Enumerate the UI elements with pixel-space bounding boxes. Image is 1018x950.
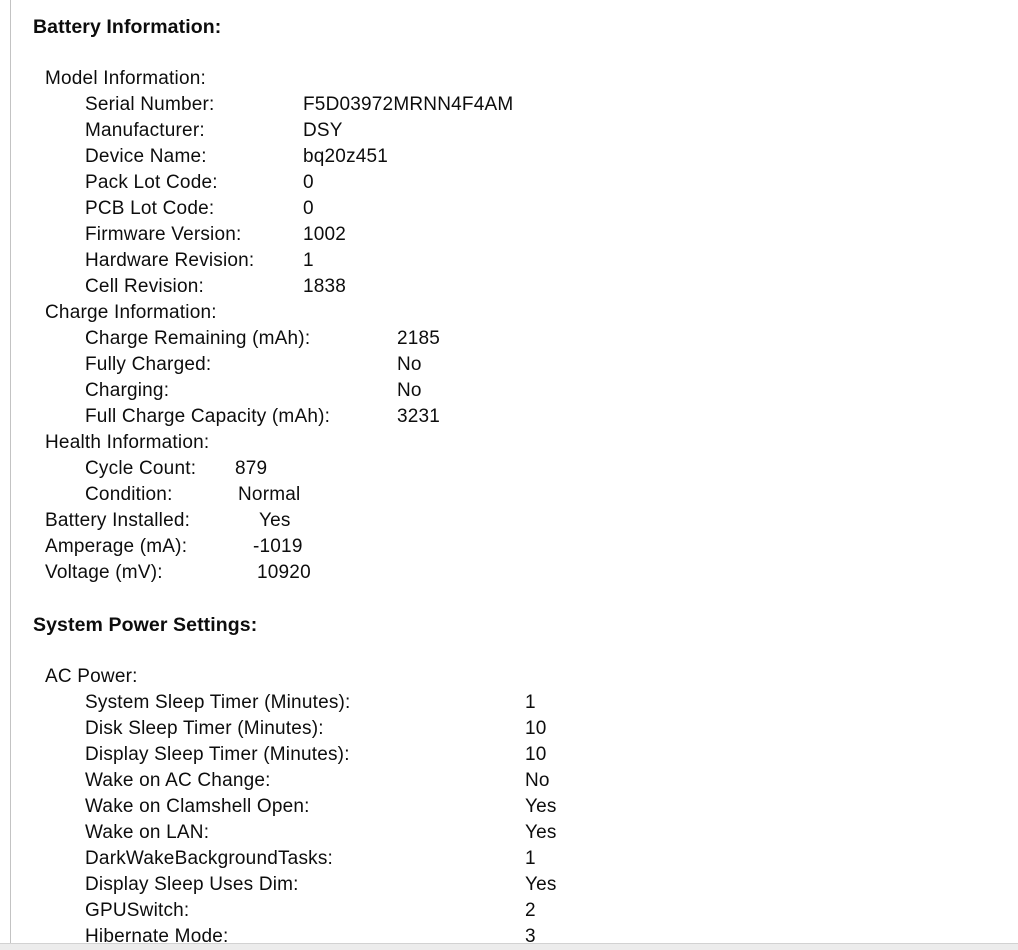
section-title: Battery Information: <box>33 16 222 38</box>
info-row <box>10 352 1018 378</box>
info-label: Manufacturer: <box>85 120 205 141</box>
report-content <box>10 14 1018 943</box>
info-value: 1 <box>525 692 536 713</box>
info-label: Disk Sleep Timer (Minutes): <box>85 718 324 739</box>
info-value: 10 <box>525 744 547 765</box>
info-label: Wake on Clamshell Open: <box>85 796 310 817</box>
info-row <box>10 664 1018 690</box>
info-row <box>10 196 1018 222</box>
info-row <box>10 898 1018 924</box>
info-row <box>10 248 1018 274</box>
info-value: 1 <box>303 250 314 271</box>
info-value: 879 <box>235 458 268 479</box>
info-value: 1 <box>525 848 536 869</box>
info-value: 0 <box>303 172 314 193</box>
info-row <box>10 742 1018 768</box>
info-value: 0 <box>303 198 314 219</box>
info-value: 2185 <box>397 328 441 349</box>
info-row <box>10 716 1018 742</box>
info-value: Yes <box>525 822 557 843</box>
info-value: Yes <box>259 510 291 531</box>
blank-line <box>10 586 1018 612</box>
info-label: Serial Number: <box>85 94 215 115</box>
info-value: Yes <box>525 796 557 817</box>
info-row <box>10 846 1018 872</box>
info-row <box>10 118 1018 144</box>
info-label: Firmware Version: <box>85 224 242 245</box>
info-row <box>10 560 1018 586</box>
info-label: Health Information: <box>45 432 210 453</box>
info-value: DSY <box>303 120 343 141</box>
info-label: Full Charge Capacity (mAh): <box>85 406 331 427</box>
info-row <box>10 92 1018 118</box>
info-label: Battery Installed: <box>45 510 191 531</box>
info-row <box>10 300 1018 326</box>
info-label: Cell Revision: <box>85 276 204 297</box>
info-row <box>10 534 1018 560</box>
info-label: Model Information: <box>45 68 206 89</box>
info-value: No <box>397 380 422 401</box>
info-row <box>10 274 1018 300</box>
info-label: Device Name: <box>85 146 207 167</box>
info-row <box>10 144 1018 170</box>
info-value: No <box>397 354 422 375</box>
info-label: Wake on AC Change: <box>85 770 271 791</box>
blank-line <box>10 40 1018 66</box>
window-bottom-edge <box>0 943 1018 950</box>
info-value: No <box>525 770 550 791</box>
info-label: Charge Remaining (mAh): <box>85 328 311 349</box>
info-row <box>10 326 1018 352</box>
info-label: Display Sleep Uses Dim: <box>85 874 299 895</box>
info-row <box>10 222 1018 248</box>
info-label: AC Power: <box>45 666 138 687</box>
info-value: 3 <box>525 926 536 943</box>
info-value: 2 <box>525 900 536 921</box>
info-label: Voltage (mV): <box>45 562 163 583</box>
info-row <box>10 768 1018 794</box>
info-label: Hibernate Mode: <box>85 926 229 943</box>
info-row <box>10 872 1018 898</box>
info-row <box>10 378 1018 404</box>
info-row <box>10 690 1018 716</box>
info-value: 3231 <box>397 406 441 427</box>
info-row <box>10 820 1018 846</box>
info-label: Fully Charged: <box>85 354 212 375</box>
info-value: 10 <box>525 718 547 739</box>
info-value: -1019 <box>253 536 303 557</box>
section-heading <box>10 14 1018 40</box>
info-row <box>10 404 1018 430</box>
info-label: Amperage (mA): <box>45 536 188 557</box>
info-label: Condition: <box>85 484 173 505</box>
info-row <box>10 456 1018 482</box>
info-value: Normal <box>238 484 301 505</box>
info-label: Display Sleep Timer (Minutes): <box>85 744 350 765</box>
info-row <box>10 508 1018 534</box>
info-label: PCB Lot Code: <box>85 198 215 219</box>
info-label: Cycle Count: <box>85 458 197 479</box>
blank-line <box>10 638 1018 664</box>
info-label: DarkWakeBackgroundTasks: <box>85 848 334 869</box>
info-label: Hardware Revision: <box>85 250 255 271</box>
info-label: Pack Lot Code: <box>85 172 218 193</box>
info-value: 10920 <box>257 562 311 583</box>
info-row <box>10 170 1018 196</box>
info-value: F5D03972MRNN4F4AM <box>303 94 514 115</box>
info-label: Charging: <box>85 380 170 401</box>
info-row <box>10 430 1018 456</box>
info-value: Yes <box>525 874 557 895</box>
info-value: 1838 <box>303 276 347 297</box>
info-value: 1002 <box>303 224 347 245</box>
info-label: GPUSwitch: <box>85 900 190 921</box>
info-label: System Sleep Timer (Minutes): <box>85 692 351 713</box>
info-row <box>10 924 1018 943</box>
info-label: Charge Information: <box>45 302 217 323</box>
section-heading <box>10 612 1018 638</box>
section-title: System Power Settings: <box>33 614 258 636</box>
info-row <box>10 794 1018 820</box>
info-label: Wake on LAN: <box>85 822 210 843</box>
battery-report-text-pane[interactable] <box>10 0 1018 943</box>
info-value: bq20z451 <box>303 146 389 167</box>
info-row <box>10 482 1018 508</box>
info-row <box>10 66 1018 92</box>
